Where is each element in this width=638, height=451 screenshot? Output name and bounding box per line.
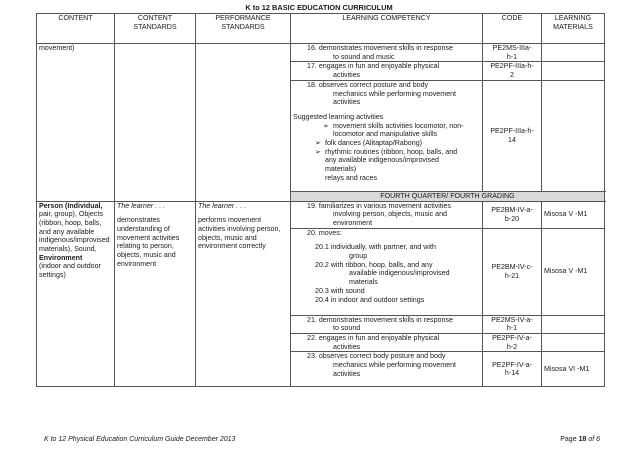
code-cell [483, 352, 542, 387]
competency-22 [291, 334, 483, 352]
competency-21 [291, 315, 483, 333]
standard-line: understanding of [117, 224, 170, 233]
page-prefix: Page [560, 436, 577, 443]
activity-item [293, 122, 480, 139]
footer-guide-title: K to 12 Physical Education Curriculum Guide December 2013 [44, 436, 236, 443]
code-text: PE2MS-IIIa- [492, 44, 532, 52]
activity-tail: relays and races [325, 173, 378, 182]
sub-competency: available indigenous/improvised [349, 269, 450, 278]
footer-page-number [560, 436, 600, 443]
code-text: PE2BM-IV-c- [491, 262, 533, 271]
competency-text: activities [333, 369, 361, 378]
code-text: h-1 [506, 52, 518, 61]
competency-number: 20. [307, 228, 317, 237]
competency-text: observes correct posture and body [318, 80, 429, 89]
competency-text: engages in fun and enjoyable physical [318, 334, 440, 343]
code-text: PE2PF-IIIa-h- [490, 127, 534, 136]
code-text: 14 [508, 135, 516, 144]
header-performance-standards: PERFORMANCE STANDARDS [196, 14, 291, 44]
competency-text: activities [333, 98, 361, 107]
materials-cell: Misosa VI -M1 [542, 352, 605, 387]
content-line: indigenous/improvised [39, 236, 110, 245]
competency-text: mechanics while performing movement [333, 89, 457, 98]
competency-text: activities [333, 342, 361, 351]
header-content-standards: CONTENT STANDARDS [115, 14, 196, 44]
content-line: settings) [39, 271, 66, 280]
standard-line: demonstrates [117, 216, 160, 225]
materials-cell [542, 315, 605, 333]
header-learning-competency: LEARNING COMPETENCY [291, 14, 483, 44]
competency-number: 21. [307, 315, 317, 324]
competency-text: activities [333, 71, 361, 80]
content-line: Environment [39, 253, 83, 262]
content-continued: movement) [39, 44, 75, 52]
standard-line: objects, music and [198, 233, 257, 242]
competency-text: observes correct body posture and body [318, 352, 446, 361]
content-cell [37, 201, 115, 387]
code-cell [483, 334, 542, 352]
competency-text: demonstrates movement skills in response [318, 44, 453, 52]
table-row [37, 201, 605, 228]
competency-number: 18. [307, 80, 317, 89]
page-num: 18 [578, 436, 587, 443]
code-cell [483, 228, 542, 315]
competency-number: 19. [307, 201, 317, 210]
code-text: PE2MS-IV-a- [491, 315, 533, 324]
activity-text: folk dances (Alitaptap/Rabong) [325, 139, 423, 148]
content-standards-cell [115, 201, 196, 387]
sub-competency: 20.3 with sound [315, 286, 365, 295]
activity-item [293, 139, 480, 148]
content-line: Person (Individual, [39, 201, 103, 210]
arrow-bullet-icon: ➢ [315, 147, 321, 156]
activity-text: any available indigenous/improvised [325, 156, 439, 165]
page-suffix: of 6 [588, 436, 600, 443]
sub-competency: 20.2 with ribbon, hoop, balls, and any [315, 260, 433, 269]
sub-competency: 20.1 individually, with partner, and with [315, 243, 436, 252]
content-standards-cell [115, 44, 196, 202]
header-content: CONTENT [37, 14, 115, 44]
content-line: and any available [39, 227, 95, 236]
code-cell [483, 80, 542, 191]
competency-19 [291, 201, 483, 228]
competency-text: to sound and music [333, 52, 395, 61]
code-text: h-2 [506, 342, 518, 351]
code-text: h-1 [506, 324, 518, 333]
performance-standards-cell [196, 201, 291, 387]
code-cell [483, 201, 542, 228]
sub-competency: materials [349, 278, 378, 287]
competency-18 [291, 80, 483, 191]
suggested-activities-heading: Suggested learning activities [293, 112, 384, 121]
code-text: PE2BM-IV-a- [491, 205, 533, 214]
competency-23 [291, 352, 483, 387]
competency-17 [291, 62, 483, 80]
performance-standards-cell [196, 44, 291, 202]
competency-16 [291, 44, 483, 62]
content-line: pair, group), Objects [39, 210, 103, 219]
standard-line: relating to person, [117, 242, 174, 251]
competency-text: involving person, objects, music and [333, 210, 447, 219]
content-line: materials), Sound, [39, 245, 97, 254]
standard-line: environment [117, 259, 157, 268]
learner-heading: The learner . . . [117, 201, 166, 210]
activity-text: materials) [325, 165, 357, 174]
competency-text: to sound [333, 324, 361, 333]
code-cell [483, 44, 542, 62]
competency-number: 23. [307, 352, 317, 361]
code-text: h-21 [504, 271, 520, 280]
code-text: 2 [510, 71, 514, 80]
standard-line: environment correctly [198, 242, 266, 251]
competency-text: engages in fun and enjoyable physical [318, 62, 440, 71]
competency-text: moves: [318, 228, 342, 237]
code-text: b-20 [504, 214, 520, 223]
sub-competency: group [349, 252, 368, 261]
competency-number: 17. [307, 62, 317, 71]
competency-number: 22. [307, 334, 317, 343]
materials-cell: Misosa V -M1 [542, 201, 605, 228]
header-code: CODE [483, 14, 542, 44]
arrow-bullet-icon: ➢ [315, 139, 321, 148]
code-text: PE2PF-IV-a- [492, 334, 532, 343]
learner-heading: The learner . . . [198, 201, 247, 210]
quarter-label: FOURTH QUARTER/ FOURTH GRADING [291, 191, 605, 201]
competency-text: environment [333, 218, 373, 227]
header-row [37, 14, 605, 44]
competency-number: 16. [307, 44, 317, 52]
activity-item [293, 148, 480, 174]
activity-text: rhythmic routines (ribbon, hoop, balls, and [325, 147, 458, 156]
document-title: K to 12 BASIC EDUCATION CURRICULUM [245, 3, 393, 12]
activities-list [293, 122, 480, 174]
activity-text: movement skills activities locomotor, non- [333, 121, 464, 130]
content-cell [37, 44, 115, 202]
materials-cell [542, 334, 605, 352]
code-cell [483, 315, 542, 333]
code-text: PE2PF-IV-a- [492, 360, 532, 369]
content-line: (ribbon, hoop, balls, [39, 218, 102, 227]
code-cell [483, 62, 542, 80]
curriculum-table [36, 13, 605, 387]
table-row [37, 44, 605, 62]
competency-text: mechanics while performing movement [333, 361, 457, 370]
materials-cell: Misosa V -M1 [542, 228, 605, 315]
standard-line: objects, music and [117, 251, 176, 260]
sub-competency: 20.4 in indoor and outdoor settings [315, 295, 425, 304]
standard-line: activities involving person, [198, 224, 281, 233]
competency-20 [291, 228, 483, 315]
competency-text: demonstrates movement skills in response [318, 315, 453, 324]
code-text: PE2PF-IIIa-h- [490, 62, 534, 71]
arrow-bullet-icon: ➢ [323, 121, 329, 130]
competency-text: familiarizes in various movement activities [318, 201, 451, 210]
header-learning-materials: LEARNING MATERIALS [542, 14, 605, 44]
materials-cell [542, 62, 605, 80]
materials-cell [542, 44, 605, 62]
code-text: h-14 [504, 369, 520, 378]
standard-line: performs movement [198, 216, 262, 225]
activity-text: locomotor and manipulative skills [333, 130, 438, 139]
materials-cell [542, 80, 605, 191]
standard-line: movement activities [117, 233, 180, 242]
content-line: (indoor and outdoor [39, 262, 101, 271]
